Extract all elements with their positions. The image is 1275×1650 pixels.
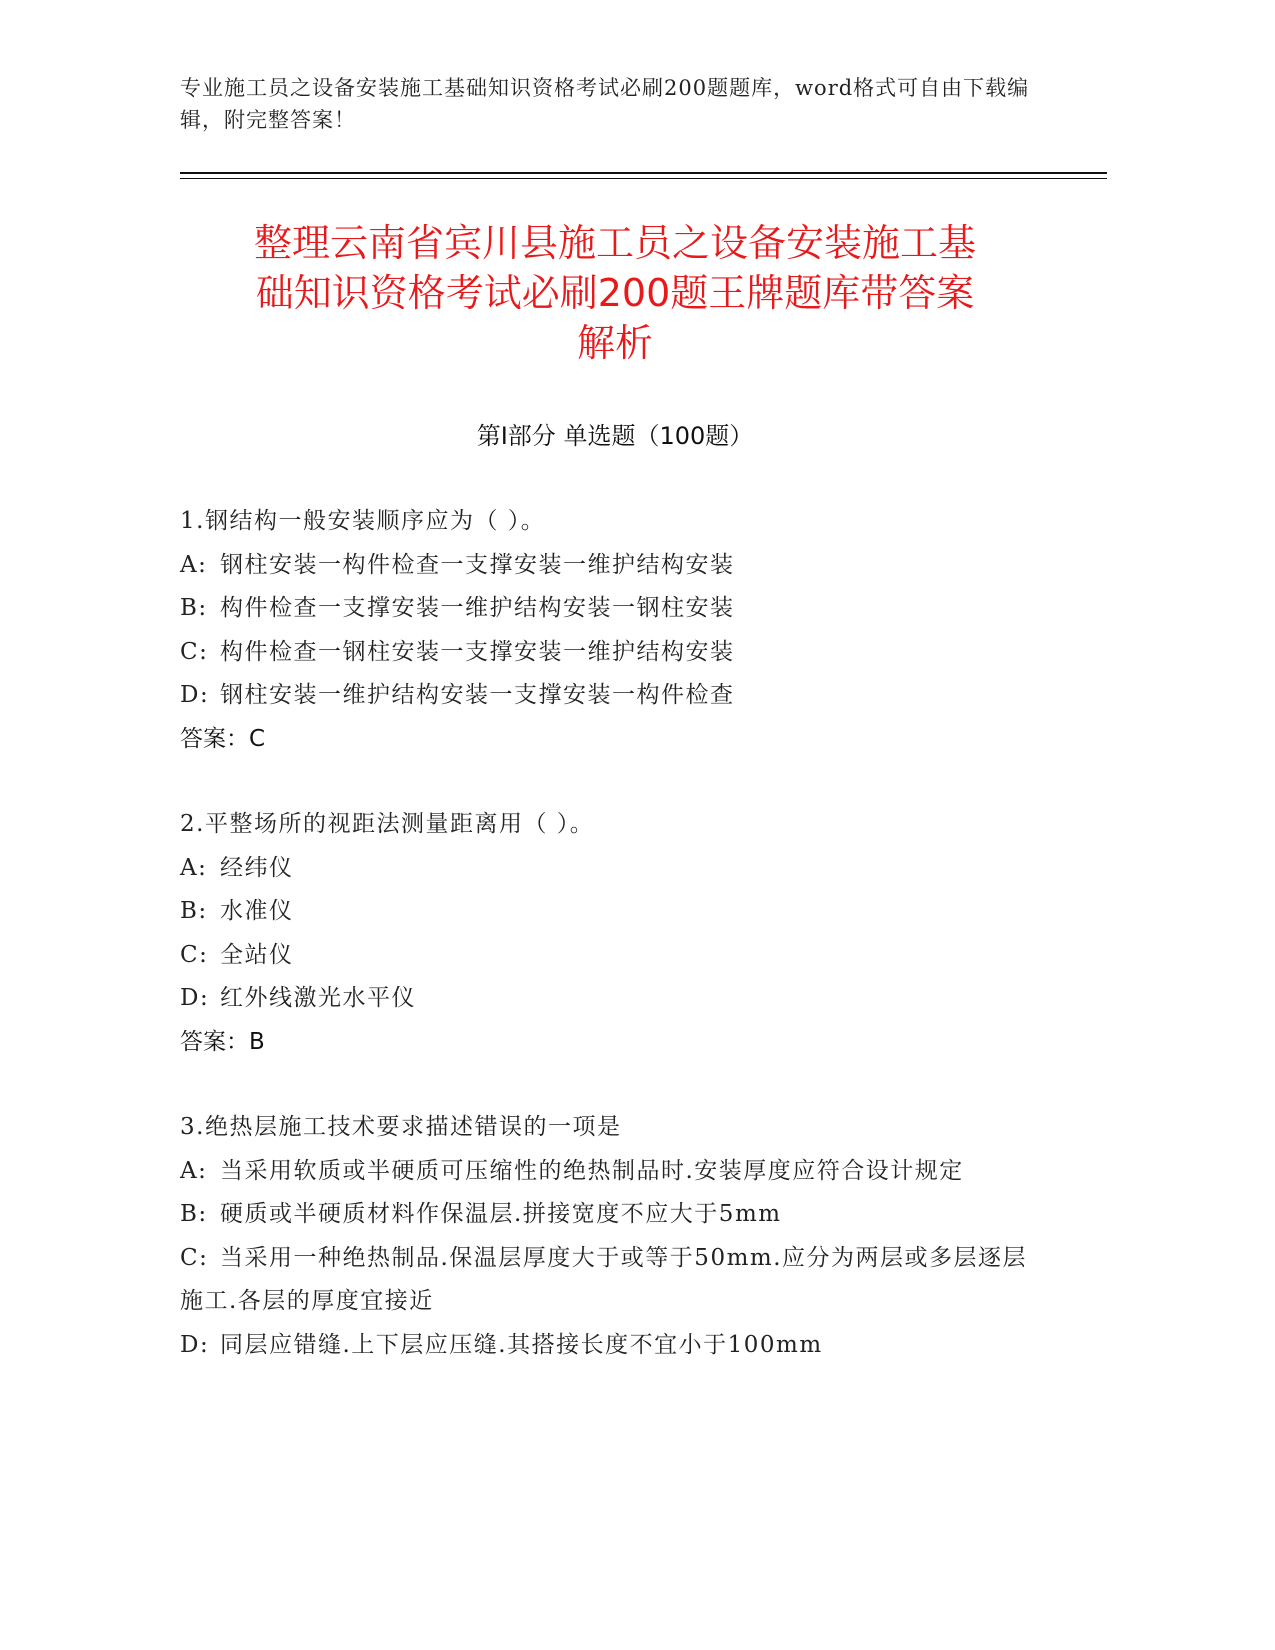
option-d xyxy=(180,977,1050,1021)
option-key: A: xyxy=(180,551,208,578)
option-key: A: xyxy=(180,854,208,881)
option-text: 同层应错缝.上下层应压缝.其搭接长度不宜小于100mm xyxy=(220,1331,823,1358)
option-key: B: xyxy=(180,1201,208,1227)
option-text: 经纬仪 xyxy=(220,854,294,881)
option-c xyxy=(180,1237,1050,1324)
option-a xyxy=(180,847,1050,891)
option-b xyxy=(180,1193,1050,1237)
option-text: 当采用一种绝热制品.保温层厚度大于或等于50mm.应分为两层或多层逐层施工.各层的厚度宜接近 xyxy=(180,1244,1028,1314)
option-key: C: xyxy=(180,1244,209,1271)
option-b xyxy=(180,890,1050,934)
option-c xyxy=(180,631,1050,675)
option-text: 钢柱安装一维护结构安装一支撑安装一构件检查 xyxy=(220,682,735,708)
option-key: C: xyxy=(180,941,209,968)
option-text: 构件检查一支撑安装一维护结构安装一钢柱安装 xyxy=(220,595,735,621)
option-key: B: xyxy=(180,898,208,924)
option-key: C: xyxy=(180,638,209,665)
option-key: D: xyxy=(180,1331,210,1358)
header-divider-thin xyxy=(180,178,1107,179)
question-stem: 1.钢结构一般安装顺序应为（ ）。 xyxy=(180,508,546,534)
option-a xyxy=(180,544,1050,588)
option-key: D: xyxy=(180,985,210,1011)
option-text: 构件检查一钢柱安装一支撑安装一维护结构安装 xyxy=(220,638,735,665)
option-key: D: xyxy=(180,682,210,708)
option-text: 全站仪 xyxy=(220,941,294,968)
question-2 xyxy=(180,803,1050,1064)
document-title-line-3: 解析 xyxy=(576,321,653,365)
answer-line: 答案：C xyxy=(180,725,266,752)
option-c xyxy=(180,934,1050,978)
question-1 xyxy=(180,500,1050,761)
option-key: A: xyxy=(180,1157,208,1184)
header-divider-thick xyxy=(180,172,1107,174)
document-title xyxy=(180,218,1050,368)
question-3 xyxy=(180,1106,1050,1367)
option-text: 当采用软质或半硬质可压缩性的绝热制品时.安装厚度应符合设计规定 xyxy=(220,1157,964,1184)
option-text: 红外线激光水平仪 xyxy=(220,985,416,1011)
document-title-line-1: 整理云南省宾川县施工员之设备安装施工基 xyxy=(253,221,976,265)
option-text: 钢柱安装一构件检查一支撑安装一维护结构安装 xyxy=(220,551,735,578)
question-stem: 2.平整场所的视距法测量距离用（ ）。 xyxy=(180,811,595,837)
question-list xyxy=(180,500,1050,1409)
option-text: 水准仪 xyxy=(220,898,294,924)
option-d xyxy=(180,1324,1050,1368)
header-note: 专业施工员之设备安装施工基础知识资格考试必刷200题题库，word格式可自由下载编辑，附完整答案！ xyxy=(180,76,1030,132)
section-title: 第Ⅰ部分 单选题（100题） xyxy=(476,422,754,450)
option-key: B: xyxy=(180,595,208,621)
option-a xyxy=(180,1150,1050,1194)
option-b xyxy=(180,587,1050,631)
option-text: 硬质或半硬质材料作保温层.拼接宽度不应大于5mm xyxy=(220,1201,782,1227)
answer-line: 答案：B xyxy=(180,1028,265,1055)
document-title-line-2: 础知识资格考试必刷200题王牌题库带答案 xyxy=(255,271,975,315)
option-d xyxy=(180,674,1050,718)
question-stem: 3.绝热层施工技术要求描述错误的一项是 xyxy=(180,1114,622,1140)
